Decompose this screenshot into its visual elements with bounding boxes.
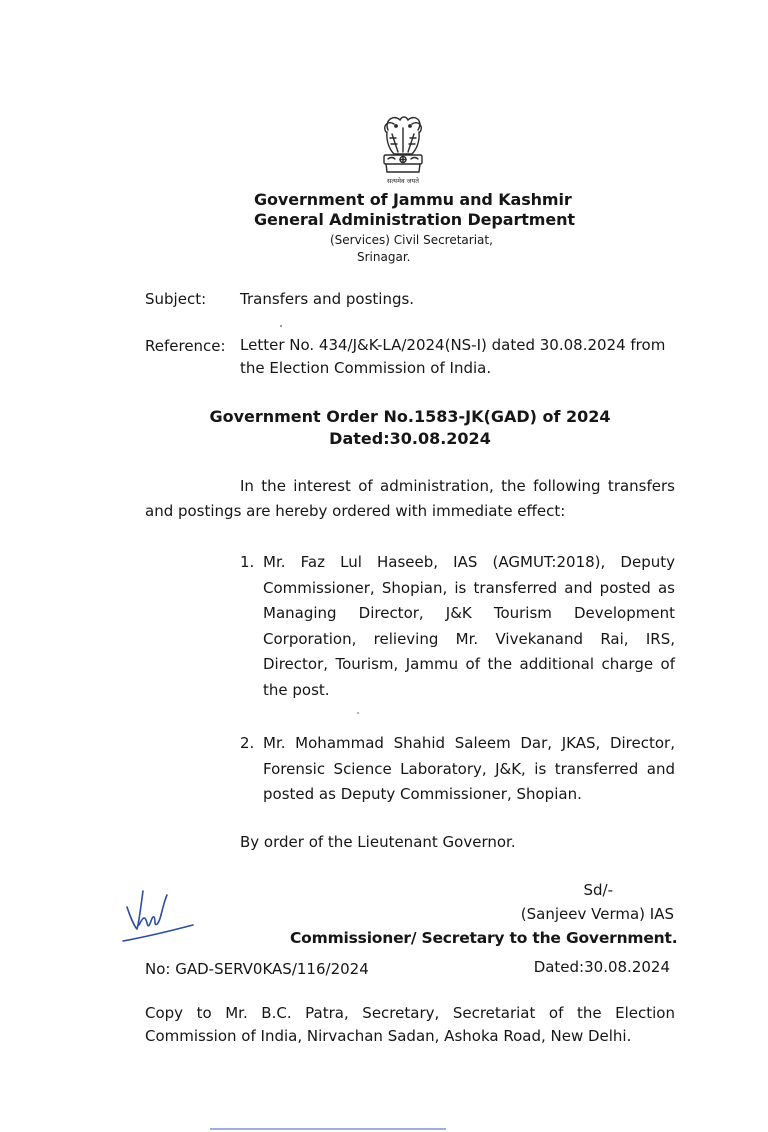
header-department: General Administration Department [254, 210, 575, 229]
intro-line-1: In the interest of administration, the following transfers [240, 477, 675, 495]
header-city: Srinagar. [357, 250, 411, 264]
order-item-2 [240, 731, 675, 808]
intro-line-2: and postings are hereby ordered with immediate effect: [145, 502, 566, 520]
order-date: Dated:30.08.2024 [329, 429, 491, 448]
subject-label: Subject: [145, 290, 207, 308]
closing-line: By order of the Lieutenant Governor. [240, 833, 516, 851]
order-number: Government Order No.1583-JK(GAD) of 2024 [209, 407, 611, 426]
sd-mark: Sd/- [583, 881, 613, 899]
reference-line-2: the Election Commission of India. [240, 359, 492, 377]
reference-line-1: Letter No. 434/J&K-LA/2024(NS-I) dated 30.08.2024 from [240, 336, 666, 354]
item-number: 2. [240, 734, 255, 752]
copy-to-line-1: Copy to Mr. B.C. Patra, Secretary, Secretariat of the Election [145, 1004, 675, 1022]
header-government: Government of Jammu and Kashmir [254, 190, 572, 209]
signatory-designation: Commissioner/ Secretary to the Government. [290, 929, 678, 947]
copy-to-line-2: Commission of India, Nirvachan Sadan, Ashoka Road, New Delhi. [145, 1027, 632, 1045]
intro-paragraph [145, 474, 675, 524]
reference-number: No: GAD-SERV0KAS/116/2024 [145, 960, 369, 978]
signatory-name: (Sanjeev Verma) IAS [520, 905, 674, 923]
scan-edge-line [210, 1128, 446, 1130]
copy-to [145, 1002, 675, 1048]
svg-text:सत्यमेव जयते: सत्यमेव जयते [387, 177, 419, 185]
scan-speck [357, 712, 359, 714]
order-item-1 [240, 550, 675, 703]
handwritten-signature [115, 885, 200, 950]
scan-speck [280, 325, 282, 327]
reference-text [240, 334, 680, 380]
reference-label: Reference: [145, 337, 226, 355]
item-text: Mr. Mohammad Shahid Saleem Dar, JKAS, Director, Forensic Science Laboratory, J&K, is transferred and posted as Deputy Commissioner, Shopian. [263, 734, 675, 803]
item-text: Mr. Faz Lul Haseeb, IAS (AGMUT:2018), Deputy Commissioner, Shopian, is transferred and posted as Managing Director, J&K Tourism Development Corporation, relieving Mr. Vivekanand Rai, IRS, Director, Tourism, Jammu of the additional charge of the post. [263, 553, 675, 699]
header-office: (Services) Civil Secretariat, [330, 233, 493, 247]
subject-text: Transfers and postings. [240, 290, 415, 308]
item-number: 1. [240, 553, 255, 571]
national-emblem-icon [374, 112, 432, 190]
reference-date: Dated:30.08.2024 [533, 958, 670, 976]
order-title [160, 406, 660, 450]
